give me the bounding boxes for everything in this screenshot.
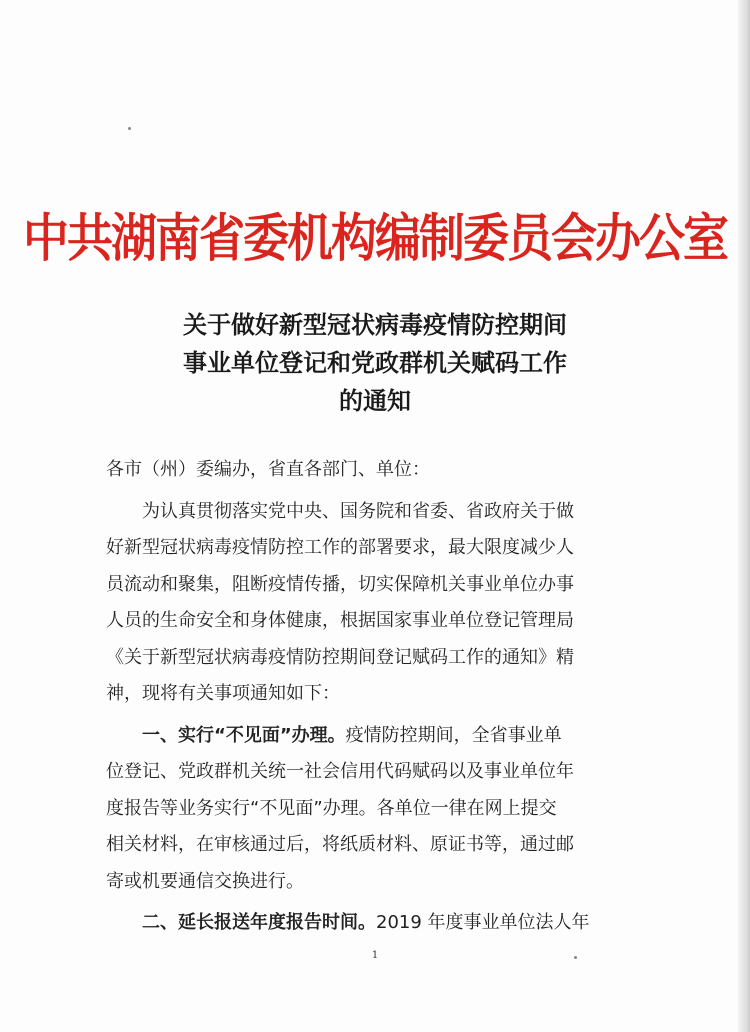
document-body [106,452,646,942]
section-1-text: 疫情防控期间，全省事业单 [345,724,562,746]
paragraph-line: 好新型冠状病毒疫情防控工作的部署要求，最大限度减少人 [106,537,574,558]
page-number: 1 [371,950,379,961]
paragraph-line: 位登记、党政群机关统一社会信用代码赋码以及事业单位年 [106,761,574,782]
title-line: 的通知 [339,386,411,415]
title-line: 事业单位登记和党政群机关赋码工作 [183,348,567,377]
paragraph-line: 员流动和聚集，阻断疫情传播，切实保障机关事业单位办事 [106,573,574,595]
paragraph-line: 神，现将有关事项通知如下： [106,683,340,704]
salutation: 各市（州）委编办，省直各部门、单位： [106,459,430,480]
paragraph-line: 人员的生命安全和身体健康，根据国家事业单位登记管理局 [106,610,574,631]
section-2-first-line [106,905,646,942]
title-line: 关于做好新型冠状病毒疫情防控期间 [183,310,567,339]
paragraph-line: 《关于新型冠状病毒疫情防控期间登记赋码工作的通知》精 [106,646,574,668]
document-title [0,306,750,420]
scan-speck [128,127,131,130]
scan-edge [738,0,748,1032]
section-2-heading: 二、延长报送年度报告时间。 [142,912,376,933]
paragraph-line: 为认真贯彻落实党中央、国务院和省委、省政府关于做 [142,500,574,522]
section-2-text: 2019 年度事业单位法人年 [376,912,590,933]
section-1-heading: 一、实行“不见面”办理。 [142,724,346,746]
section-1-first-line [106,718,646,755]
issuer-header: 中共湖南省委机构编制委员会办公室 [23,207,727,269]
paragraph-line: 度报告等业务实行“不见面”办理。各单位一律在网上提交 [106,797,557,819]
paragraph-line: 相关材料，在审核通过后，将纸质材料、原证书等，通过邮 [106,834,574,855]
paragraph-line: 寄或机要通信交换进行。 [106,870,304,892]
